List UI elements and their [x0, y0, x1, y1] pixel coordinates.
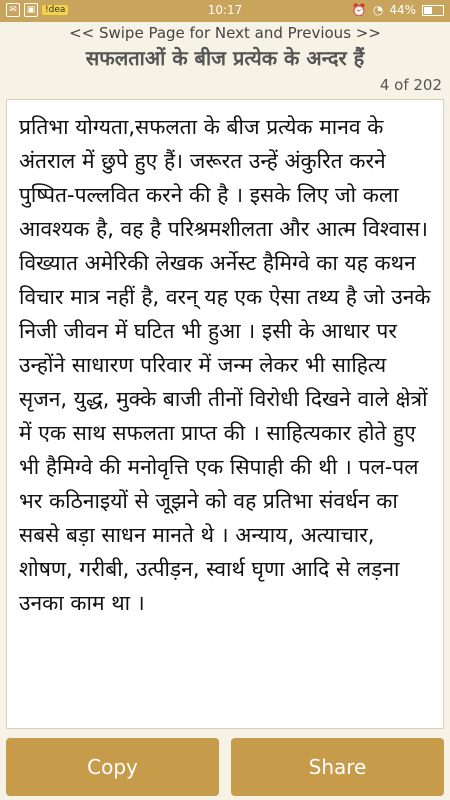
- status-time: 10:17: [207, 3, 243, 17]
- copy-button[interactable]: Copy: [6, 738, 219, 796]
- share-button[interactable]: Share: [231, 738, 444, 796]
- article-text: प्रतिभा योग्यता,सफलता के बीज प्रत्येक मानव के अंतराल में छुपे हुए हैं। जरूरत उन्हें अंकुरित करने पुष्पित-पल्लवित करने की है । इसके लिए जो कला आवश्यक है, वह है परिश्रमशीलता और आत्म विश्वास। विख्यात अमेरिकी लेखक अर्नेस्ट हैमिग्वे का यह कथन विचार मात्र नहीं है, वरन् यह एक ऐसा तथ्य है जो उनके निजी जीवन में घटित भी हुआ । इसी के आधार पर उन्होंने साधारण परिवार में जन्म लेकर भी साहित्य सृजन, युद्ध, मुक्के बाजी तीनों विरोधी दिखने वाले क्षेत्रों में एक साथ सफलता प्राप्त की । साहित्यकार होते हुए भी हैमिग्वे की मनोवृत्ति एक सिपाही की थी । पल-पल भर कठिनाइयों से जूझने को वह प्रतिभा संवर्धन का सबसे बड़ा साधन मानते थे । अन्याय, अत्याचार, शोषण, गरीबी, उत्पीड़न, स्वार्थ घृणा आदि से लड़ना उनका काम था ।: [19, 115, 431, 615]
- page-title: सफलताओं के बीज प्रत्येक के अन्दर हैं: [85, 46, 365, 70]
- chat-icon: ✉: [6, 3, 20, 17]
- alarm-icon: ⏰: [351, 3, 367, 17]
- battery-percent: 44%: [389, 3, 416, 17]
- bottom-bar: [0, 730, 450, 800]
- status-bar: [0, 0, 450, 22]
- battery-icon: [422, 5, 444, 16]
- carrier-badge: !dea: [42, 5, 68, 15]
- wifi-icon: ◔: [372, 3, 384, 17]
- page-count: 4 of 202: [379, 76, 442, 94]
- notification-icon: ▣: [24, 3, 38, 17]
- status-right: [352, 3, 444, 17]
- swipe-hint: << Swipe Page for Next and Previous >>: [69, 24, 381, 42]
- content-panel[interactable]: [6, 99, 444, 729]
